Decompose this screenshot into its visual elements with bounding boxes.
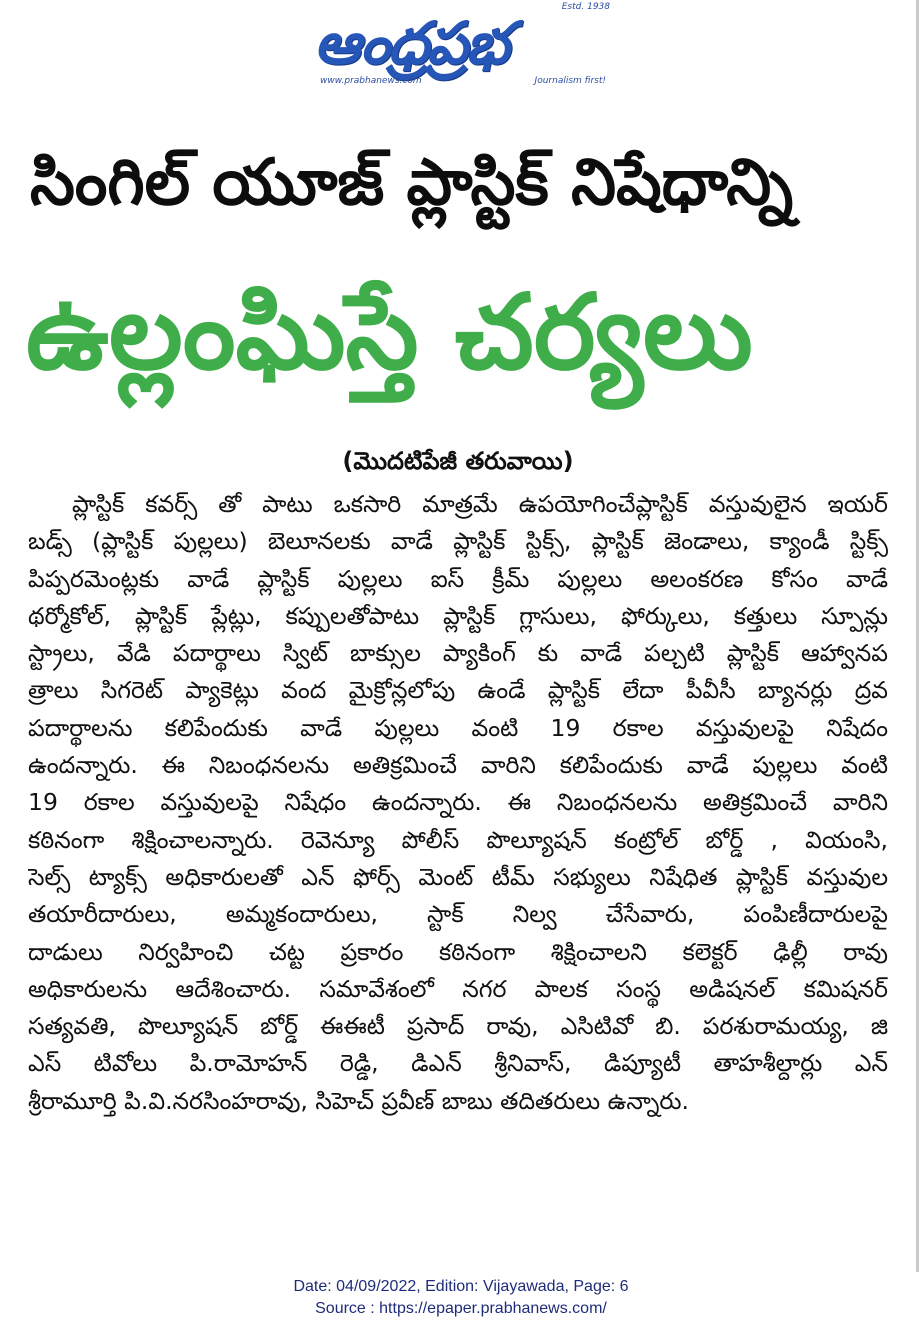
article-line: థర్మోకోల్, ప్లాస్టిక్ ప్లేట్లు, కప్పులతోపాటు ప్లాస్టిక్ గ్లాసులు, ఫోర్కులు, కత్తులు స్పూన్లు — [28, 601, 888, 630]
article-line: త్రాలు సిగరెట్ ప్యాకెట్లు వంద మైక్రోన్లలోపు ఉండే ప్లాస్టిక్ లేదా పీవీసీ బ్యానర్లు ద్రవ — [28, 676, 888, 705]
article-line: అధికారులను ఆదేశించారు. సమావేశంలో నగర పాలక సంస్థ అడిషనల్ కమిషనర్ — [28, 974, 888, 1003]
article-line: బడ్స్ (ప్లాస్టిక్ పుల్లలు) బెలూనలకు వాడే ప్లాస్టిక్ స్టిక్స్, ప్లాస్టిక్ జెండాలు, క్యాండీ స్టిక్స్ — [28, 527, 888, 556]
clipping-footer — [0, 1276, 922, 1320]
headline-line-1: సింగిల్ యూజ్ ప్లాస్టిక్ నిషేధాన్ని — [30, 146, 793, 220]
article-line: పదార్థాలను కలిపేందుకు వాడే పుల్లలు వంటి 19 రకాల వస్తువులపై నిషేదం — [28, 713, 888, 742]
edition-info: Date: 04/09/2022, Edition: Vijayawada, Page: 6 — [293, 1278, 629, 1295]
article-line: సత్యవతి, పొల్యూషన్ బోర్డ్ ఈఈటీ ప్రసాద్ రావు, ఎసిటివో బి. పరశురామయ్య, జి — [28, 1012, 888, 1041]
masthead-website: www.prabhanews.com — [320, 76, 422, 86]
article-line: ప్లాస్టిక్ కవర్స్ తో పాటు ఒకసారి మాత్రమే ఉపయోగించేప్లాస్టిక్ వస్తువులైన ఇయర్ — [72, 490, 888, 518]
article-line: దాడులు నిర్వహించి చట్ట ప్రకారం కఠినంగా శిక్షించాలని కలెక్టర్ ఢిల్లీ రావు — [28, 937, 888, 966]
article-line: ఉందన్నారు. ఈ నిబంధనలను అతిక్రమించే వారిని కలిపేందుకు వాడే పుల్లలు వంటి — [28, 751, 888, 780]
article-line: స్ట్రాలు, వేడి పదార్థాలు స్విట్ బాక్సుల ప్యాకింగ్ కు వాడే పల్చటి ప్లాస్టిక్ ఆహ్వానప — [28, 639, 888, 668]
article-line: ఎస్ టివోలు పి.రామోహన్ రెడ్డి, డిఎన్ శ్రీనివాస్, డిప్యూటీ తాహశీల్దార్లు ఎన్ — [28, 1049, 888, 1078]
masthead — [300, 0, 620, 92]
source-info: Source : https://epaper.prabhanews.com/ — [315, 1300, 607, 1317]
article-line: 19 రకాల వస్తువులపై నిషేధం ఉందన్నారు. ఈ నిబంధనలను అతిక్రమించే వారిని — [28, 788, 888, 817]
continuation-note: (మొదటిపేజీ తరువాయి) — [342, 447, 574, 475]
masthead-estd: Estd. 1938 — [561, 2, 610, 12]
headline-line-2: ఉల్లంఘిస్తే చర్యలు — [26, 271, 753, 393]
article-line: శ్రీరామూర్తి పి.వి.నరసింహరావు, సిహెచ్ ప్రవీణ్ బాబు తదితరులు ఉన్నారు. — [28, 1086, 689, 1115]
article-body — [28, 486, 888, 1120]
masthead-tagline: Journalism first! — [534, 76, 606, 86]
article-line: పిప్పరమెంట్లకు వాడే ప్లాస్టిక్ పుల్లలు ఐస్ క్రీమ్ పుల్లలు అలంకరణ కోసం వాడే — [28, 564, 888, 593]
article-line: కఠినంగా శిక్షించాలన్నారు. రెవెన్యూ పోలీస్ పొల్యూషన్ కంట్రోల్ బోర్డ్ , వియంసి, — [28, 825, 888, 854]
article-line: సెల్స్ ట్యాక్స్ అధికారులతో ఎన్ ఫోర్స్ మెంట్ టీమ్ సభ్యులు నిషేధిత ప్లాస్టిక్ వస్తువుల — [28, 862, 888, 891]
article-line: తయారీదారులు, అమ్మకందారులు, స్టాక్ నిల్వ చేసేవారు, పంపిణీదారులపై — [28, 900, 888, 929]
newspaper-logo: ఆంధ్రప్రభ — [314, 9, 508, 77]
